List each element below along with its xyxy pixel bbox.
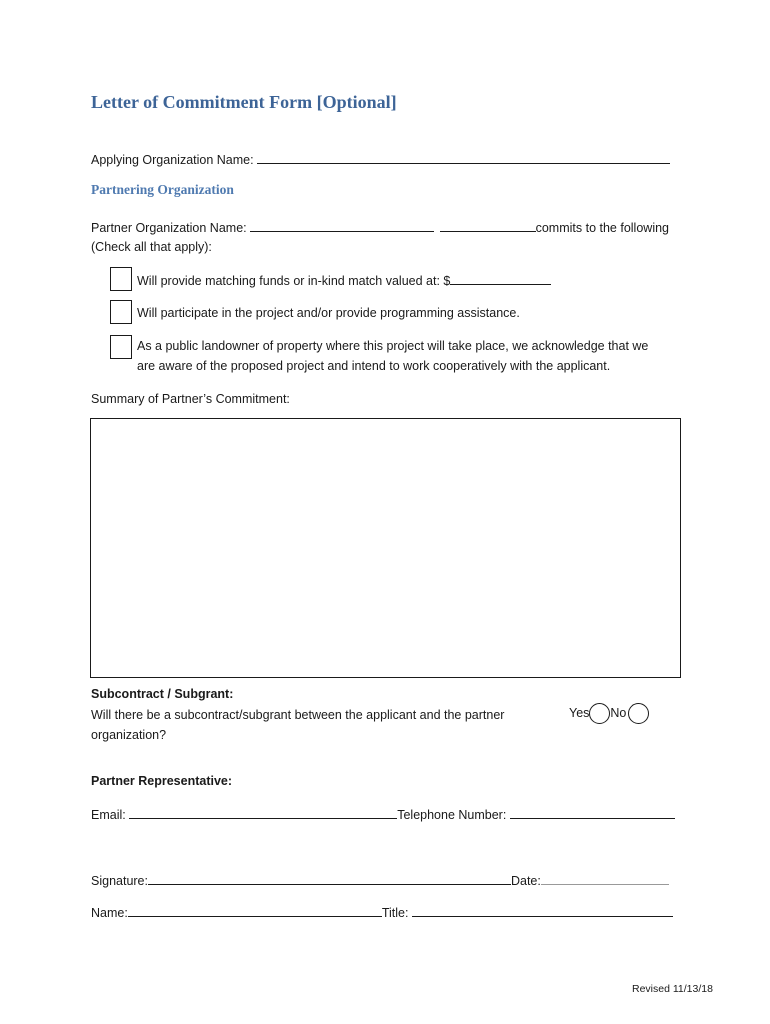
revised-date: Revised 11/13/18 [632, 983, 713, 995]
signature-label: Signature: [91, 874, 148, 888]
email-label: Email: [91, 808, 126, 822]
date-field[interactable] [541, 872, 669, 885]
summary-textarea[interactable] [90, 418, 681, 678]
phone-field[interactable] [510, 806, 675, 819]
commits-text: commits to the following [535, 221, 669, 235]
name-field[interactable] [128, 904, 382, 917]
rep-heading: Partner Representative: [91, 774, 233, 788]
yes-radio[interactable] [589, 703, 610, 724]
participate-label: Will participate in the project and/or provide programming assistance. [137, 306, 520, 320]
applying-org-row [91, 151, 670, 168]
page-title: Letter of Commitment Form [Optional] [91, 92, 397, 112]
partner-name-label: Partner Organization Name: [91, 221, 247, 235]
email-phone-row [91, 806, 675, 823]
matching-funds-label: Will provide matching funds or in-kind match valued at: $ [137, 274, 451, 288]
no-label: No [610, 705, 627, 720]
matching-funds-amount-field[interactable] [450, 272, 551, 285]
no-radio[interactable] [628, 703, 649, 724]
signature-date-row [91, 872, 669, 889]
name-label: Name: [91, 906, 128, 920]
title-field[interactable] [412, 904, 673, 917]
yes-label: Yes [569, 705, 590, 720]
partner-name-field[interactable] [250, 219, 434, 232]
landowner-label-line2: are aware of the proposed project and intend to work cooperatively with the applicant. [137, 359, 611, 373]
phone-label: Telephone Number: [397, 808, 507, 822]
subcontract-radio-group [569, 703, 649, 724]
subcontract-question-line2: organization? [91, 728, 167, 742]
applying-org-field[interactable] [257, 151, 670, 164]
subcontract-question-line1: Will there be a subcontract/subgrant between the applicant and the partner [91, 708, 505, 722]
partner-name-field-2[interactable] [440, 219, 536, 232]
email-field[interactable] [129, 806, 397, 819]
landowner-label-line1: As a public landowner of property where this project will take place, we acknowledge that we [137, 339, 649, 353]
title-label: Title: [381, 906, 409, 920]
subcontract-heading: Subcontract / Subgrant: [91, 687, 234, 701]
check-all-label: (Check all that apply): [91, 240, 212, 254]
matching-funds-checkbox[interactable] [110, 267, 132, 291]
summary-label: Summary of Partner’s Commitment: [91, 392, 290, 406]
date-label: Date: [510, 874, 541, 888]
participate-checkbox[interactable] [110, 300, 132, 324]
partner-name-row [91, 219, 669, 236]
matching-funds-row [137, 272, 551, 289]
applying-org-label: Applying Organization Name: [91, 153, 254, 167]
name-title-row [91, 904, 673, 921]
signature-field[interactable] [148, 872, 511, 885]
landowner-checkbox[interactable] [110, 335, 132, 359]
partnering-heading: Partnering Organization [91, 182, 234, 197]
